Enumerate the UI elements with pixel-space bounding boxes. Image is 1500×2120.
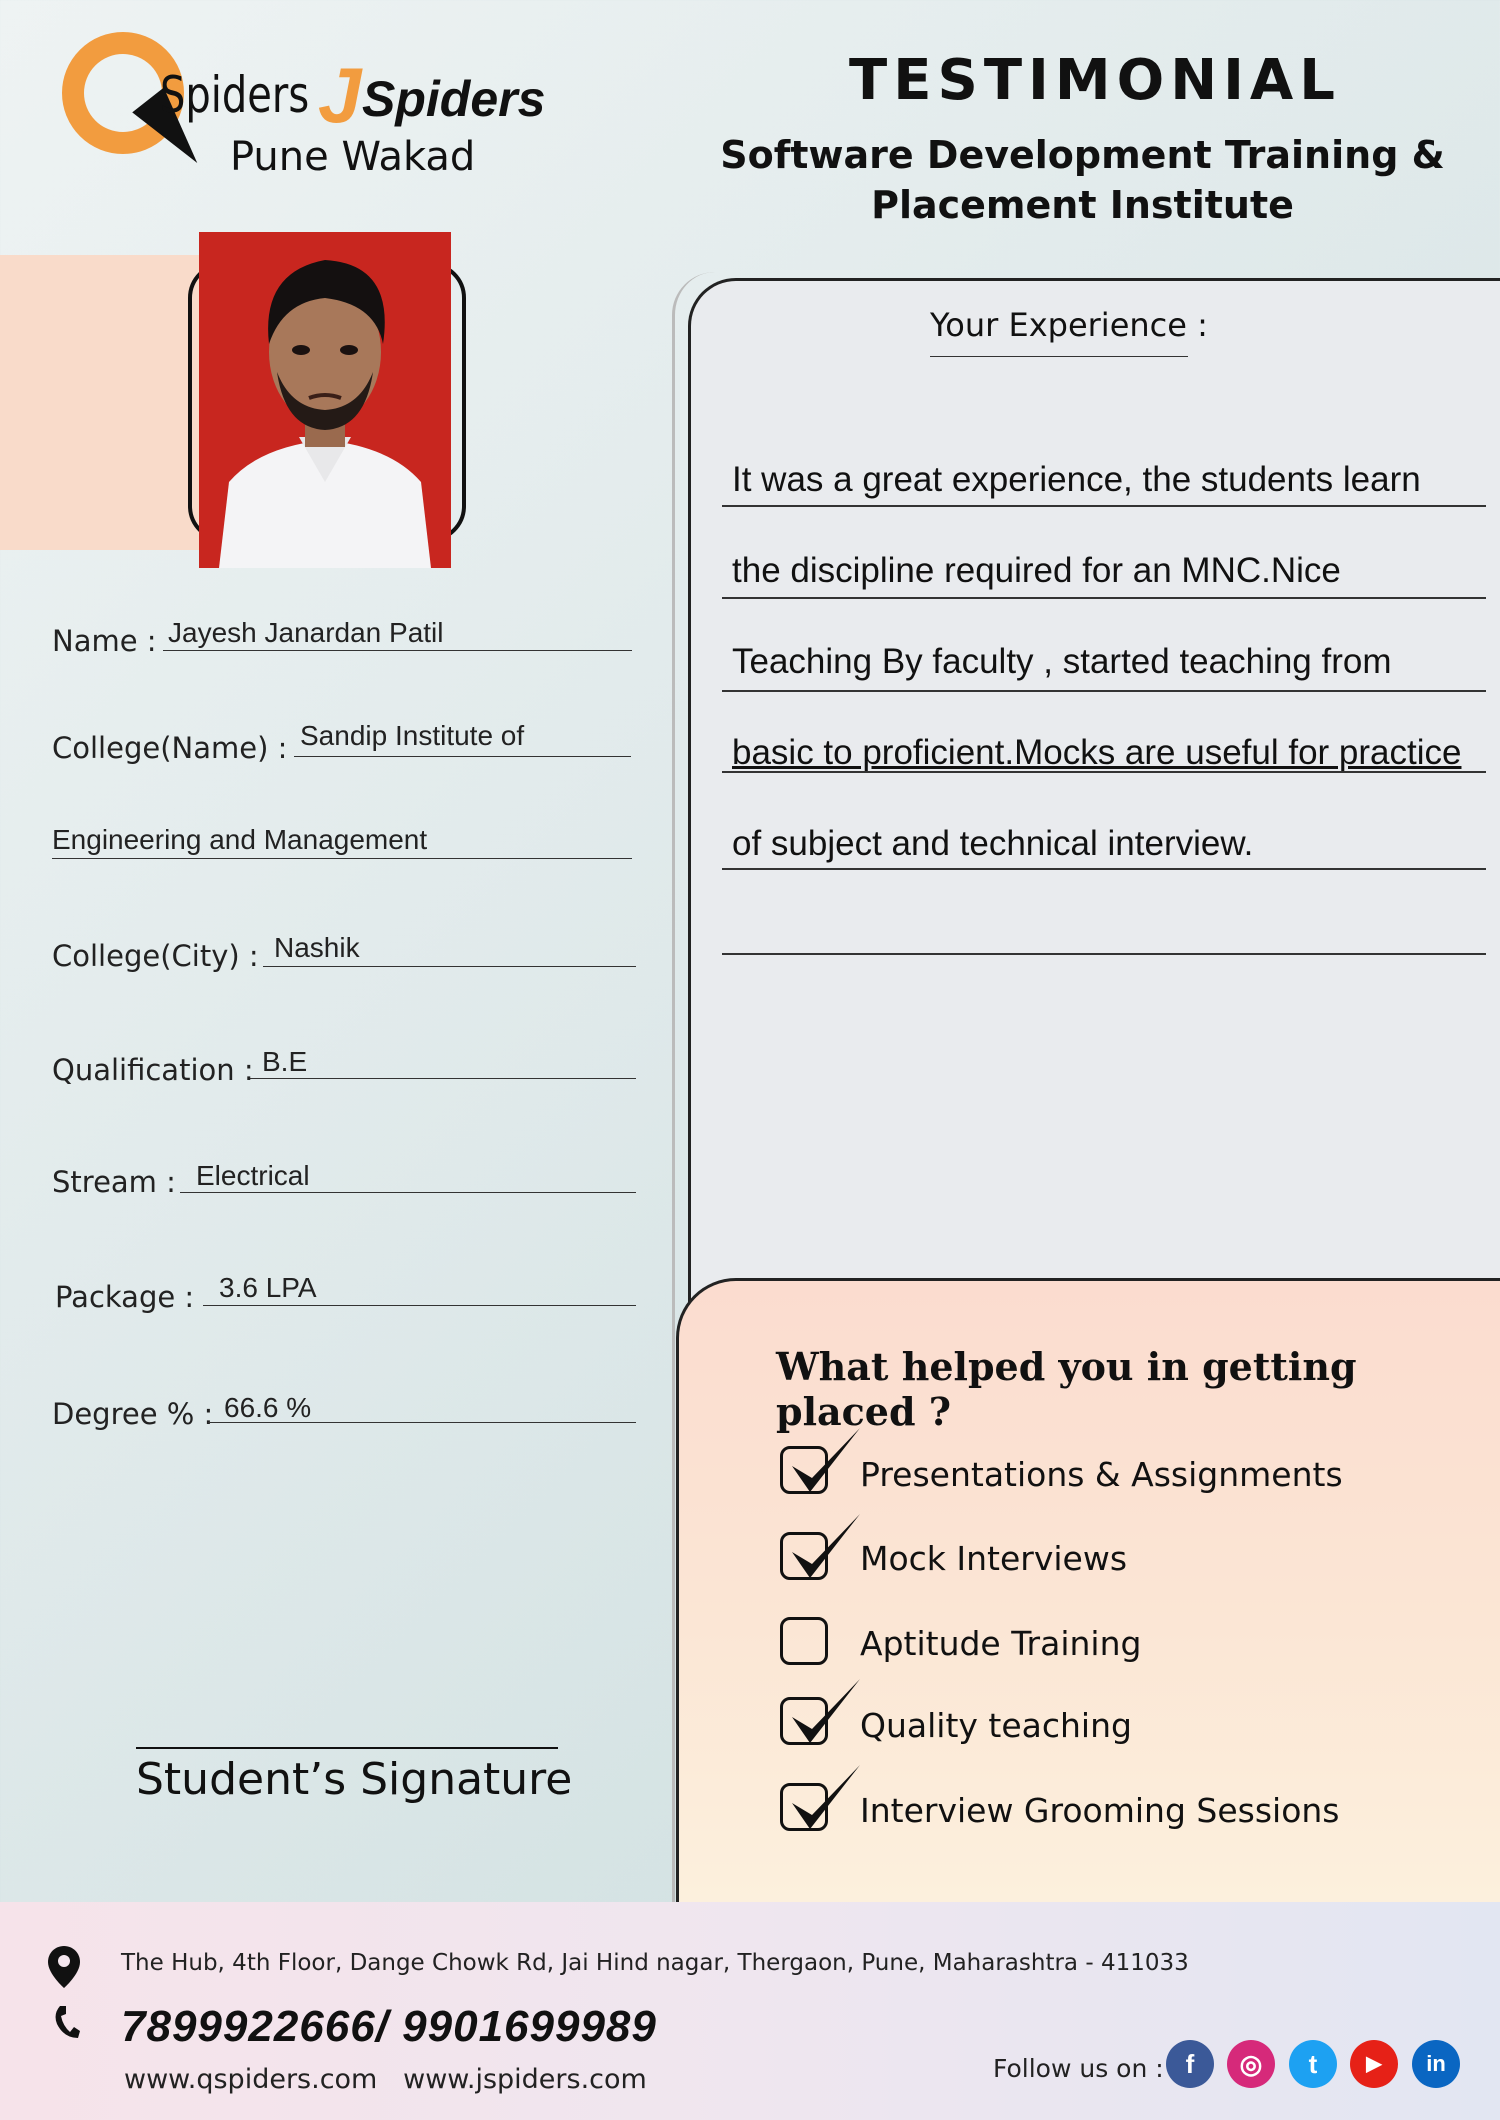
- option-label-mock-interviews: Mock Interviews: [860, 1539, 1128, 1578]
- document-title: TESTIMONIAL: [849, 48, 1341, 113]
- address-text: The Hub, 4th Floor, Dange Chowk Rd, Jai Hind nagar, Thergaon, Pune, Maharashtra - 411033: [121, 1950, 1189, 1976]
- option-label-aptitude-training: Aptitude Training: [860, 1624, 1142, 1663]
- subtitle-line-2: Placement Institute: [871, 183, 1294, 227]
- jspiders-logo-letter: J: [318, 51, 362, 139]
- qualification-label: Qualification :: [52, 1053, 254, 1087]
- document-subtitle: [700, 130, 1465, 230]
- phone-numbers[interactable]: 7899922666/ 9901699989: [121, 2002, 657, 2051]
- student-photo-image: [199, 232, 451, 568]
- linkedin-icon[interactable]: in: [1412, 2040, 1460, 2088]
- check-mark-icon: [782, 1759, 862, 1839]
- subtitle-line-1: Software Development Training &: [720, 133, 1445, 177]
- experience-line-1: It was a great experience, the students learn: [732, 460, 1421, 499]
- experience-line-4: basic to proficient.Mocks are useful for practice: [732, 733, 1462, 772]
- name-value: Jayesh Janardan Patil: [168, 617, 444, 648]
- checkbox-aptitude-training[interactable]: [780, 1617, 828, 1665]
- college-name-underline-2: [52, 858, 632, 859]
- qualification-value: B.E: [262, 1046, 308, 1077]
- experience-title-underline: [930, 356, 1188, 357]
- experience-title: Your Experience :: [930, 306, 1208, 344]
- experience-rule-6: [722, 953, 1486, 955]
- degree-underline: [208, 1422, 636, 1423]
- experience-rule-5: [722, 868, 1486, 870]
- phone-icon: [52, 2004, 82, 2040]
- student-photo: [199, 232, 451, 568]
- branch-name: Pune Wakad: [230, 134, 476, 180]
- degree-label: Degree % :: [52, 1397, 214, 1431]
- stream-underline: [180, 1192, 636, 1193]
- college-name-label: College(Name) :: [52, 731, 288, 765]
- package-label: Package :: [55, 1280, 195, 1314]
- check-mark-icon: [782, 1422, 862, 1502]
- name-underline: [163, 650, 632, 651]
- experience-panel: [688, 278, 1500, 1318]
- package-underline: [203, 1305, 636, 1306]
- experience-rule-2: [722, 597, 1486, 599]
- college-name-underline-1: [294, 756, 631, 757]
- college-city-value: Nashik: [274, 932, 360, 963]
- youtube-icon[interactable]: ▶: [1350, 2040, 1398, 2088]
- location-pin-icon: [48, 1946, 80, 1988]
- experience-rule-4: [722, 771, 1486, 773]
- experience-rule-3: [722, 690, 1486, 692]
- experience-line-3: Teaching By faculty , started teaching from: [732, 642, 1392, 681]
- experience-rule-1: [722, 505, 1486, 507]
- name-label: Name :: [52, 624, 157, 658]
- option-label-interview-grooming: Interview Grooming Sessions: [860, 1791, 1340, 1830]
- instagram-icon[interactable]: ◎: [1227, 2040, 1275, 2088]
- follow-us-label: Follow us on :: [993, 2054, 1164, 2083]
- signature-line: [136, 1747, 558, 1749]
- check-mark-icon: [782, 1673, 862, 1753]
- college-city-label: College(City) :: [52, 939, 259, 973]
- qspiders-logo-text: Spiders: [160, 66, 310, 124]
- twitter-icon[interactable]: t: [1289, 2040, 1337, 2088]
- package-value: 3.6 LPA: [219, 1272, 317, 1303]
- qualification-underline: [250, 1078, 636, 1079]
- check-mark-icon: [782, 1508, 862, 1588]
- option-label-quality-teaching: Quality teaching: [860, 1706, 1132, 1745]
- placement-help-title: What helped you in getting placed ?: [776, 1344, 1357, 1434]
- degree-value: 66.6 %: [224, 1392, 312, 1423]
- stream-label: Stream :: [52, 1165, 176, 1199]
- website-links[interactable]: www.qspiders.com www.jspiders.com: [124, 2064, 647, 2095]
- facebook-icon[interactable]: f: [1166, 2040, 1214, 2088]
- college-city-underline: [263, 966, 636, 967]
- photo-backdrop: [0, 255, 200, 550]
- college-name-value-line-1: Sandip Institute of: [300, 720, 525, 751]
- experience-line-2: the discipline required for an MNC.Nice: [732, 551, 1341, 590]
- stream-value: Electrical: [196, 1160, 310, 1191]
- signature-label: Student’s Signature: [136, 1754, 573, 1805]
- option-label-presentations: Presentations & Assignments: [860, 1455, 1343, 1494]
- college-name-value-line-2: Engineering and Management: [52, 824, 428, 855]
- jspiders-logo-text: Spiders: [362, 71, 546, 127]
- experience-line-5: of subject and technical interview.: [732, 824, 1254, 863]
